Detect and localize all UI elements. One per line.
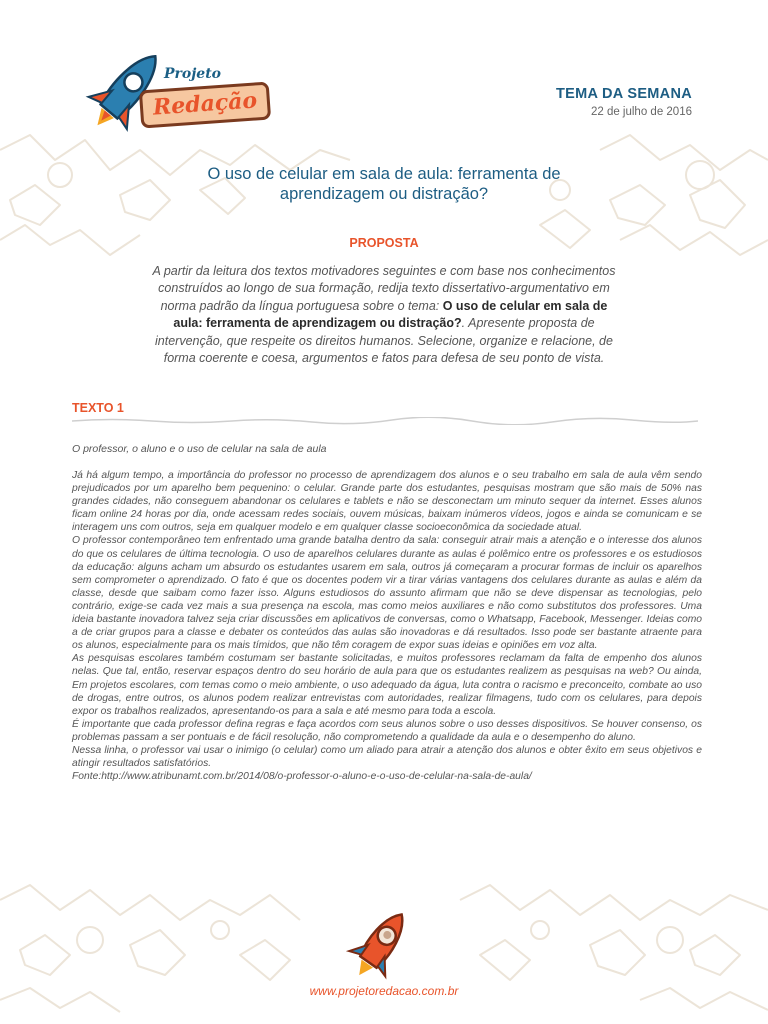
week-theme-label: TEMA DA SEMANA <box>555 86 692 102</box>
brand-logo[interactable] <box>72 40 258 150</box>
text-1-source: Fonte:http://www.atribunamt.com.br/2014/08/o-professor-o-aluno-e-o-uso-de-celular-na-sala-de-aula/ <box>72 771 532 783</box>
proposal-heading: PROPOSTA <box>349 236 419 250</box>
text-1-paragraph: É importante que cada professor defina regras e faça acordos com seus alunos sobre o uso desses dispositivos. Se houver consenso, os problemas passam a ser pontuais e de fácil resolução, não comprometendo a qualidade da aula e o desempenho do aluno. <box>72 718 702 743</box>
text-1-paragraph: Nessa linha, o professor vai usar o inimigo (o celular) como um aliado para atrair a atenção dos alunos e obter êxito em seus objetivos e atingir resultados satisfatórios. <box>72 744 702 770</box>
text-1-paragraph: Já há algum tempo, a importância do professor no processo de aprendizagem dos alunos e o seu trabalho em sala de aula vêm sendo prejudicados por um aparelho bem pequenino: o celular. Grande parte dos estudantes, pesquisas mostram que são mais de 50% nas grandes cidades, não conseguem abandonar os celulares e tablets e não se desconectam um minuto sequer da internet. Esses alunos ficam online 24 horas por dia, onde acessam redes sociais, ouvem músicas, baixam inúmeros vídeos, jogos e ainda se comunicam e se interagem uns com outros, seja em qualquer modelo e em qualquer classe socioeconômica da sociedade atual. <box>72 470 702 534</box>
proposal-text-theme: O uso de celular em sala de aula: ferramenta de aprendizagem ou distração? <box>173 298 608 331</box>
text-1-heading: TEXTO 1 <box>72 401 124 415</box>
essay-title <box>150 164 618 204</box>
text-1-paragraph: As pesquisas escolares também costumam ser bastante solicitadas, e muitos professores reclamam da falta de empenho dos alunos nelas. Que tal, então, reservar espaços dentro do seu horário de aula para que os estudantes realizem as pesquisas na web? Ou ainda, Em projetos escolares, com temas como o meio ambiente, o uso adequado da água, luta contra o racismo e preconceito, combate ao uso de drogas, entre outros, os alunos podem realizar entrevistas com autoridades, realizar filmagens, tudo com os celulares, para depois expor os trabalhos realizados, apresentando-os para a sala e até mesmo para toda a escola. <box>72 653 702 717</box>
logo-word-projeto: Projeto <box>164 66 222 82</box>
essay-title-line-2: aprendizagem ou distração? <box>279 185 489 203</box>
proposal-text-intro: A partir da leitura dos textos motivadores seguintes e com base nos conhecimentos construídos ao longo de sua formação, redija texto dissertativo-argumentativo em norma padrão da língua portuguesa sobre o tema: <box>152 264 616 313</box>
proposal-text-instructions: . Apresente proposta de intervenção, que respeite os direitos humanos. Selecione, organize e relacione, de forma coerente e coesa, argumentos e fatos para defesa de seu ponto de vista. <box>155 316 613 366</box>
footer-website-link[interactable]: www.projetoredacao.com.br <box>309 984 459 998</box>
text-1-title: O professor, o aluno e o uso de celular na sala de aula <box>72 443 327 455</box>
rocket-icon <box>336 906 426 982</box>
proposal-text <box>150 263 618 367</box>
text-1-body <box>72 469 702 783</box>
logo-word-redacao: Redação <box>139 82 272 129</box>
publication-date: 22 de julho de 2016 <box>590 106 692 118</box>
text-1-paragraph: O professor contemporâneo tem enfrentado uma grande batalha dentro da sala: conseguir atrair mais a atenção e o interesse dos alunos do que os celulares de última tecnologia. O uso de aparelhos celulares durante as aulas é polêmico entre os professores e os estudiosos da educação: alguns acham um absurdo os estudantes usarem em sala, outros já começaram a procurar formas de incluir os aparelhos sem comprometer o aprendizado. O fato é que os docentes podem vir a tirar várias vantagens dos celulares durante as aulas e além da classe, desde que saibam como fazer isso. Alguns estudiosos do assunto afirmam que não se deve dispensar as tecnologias, pelo contrário, exige-se cada vez mais a sua presença na escola, mas como meios auxiliares e não como substitutos dos professores. Uma ideia bastante inovadora talvez seja criar discussões em aplicativos de conversas, como o Whatsapp, Facebook, Messenger. Ideias como a de criar grupos para a classe e debater os conteúdos das aulas são inovadoras e dá resultados. Isso pode ser bastante atraente para os alunos, especialmente para os mais tímidos, que não têm coragem de expor suas ideias e opiniões em voz alta. <box>72 535 702 652</box>
essay-title-line-1: O uso de celular em sala de aula: ferramenta de <box>207 165 561 183</box>
week-theme-header <box>556 86 692 118</box>
section-divider <box>72 417 698 425</box>
